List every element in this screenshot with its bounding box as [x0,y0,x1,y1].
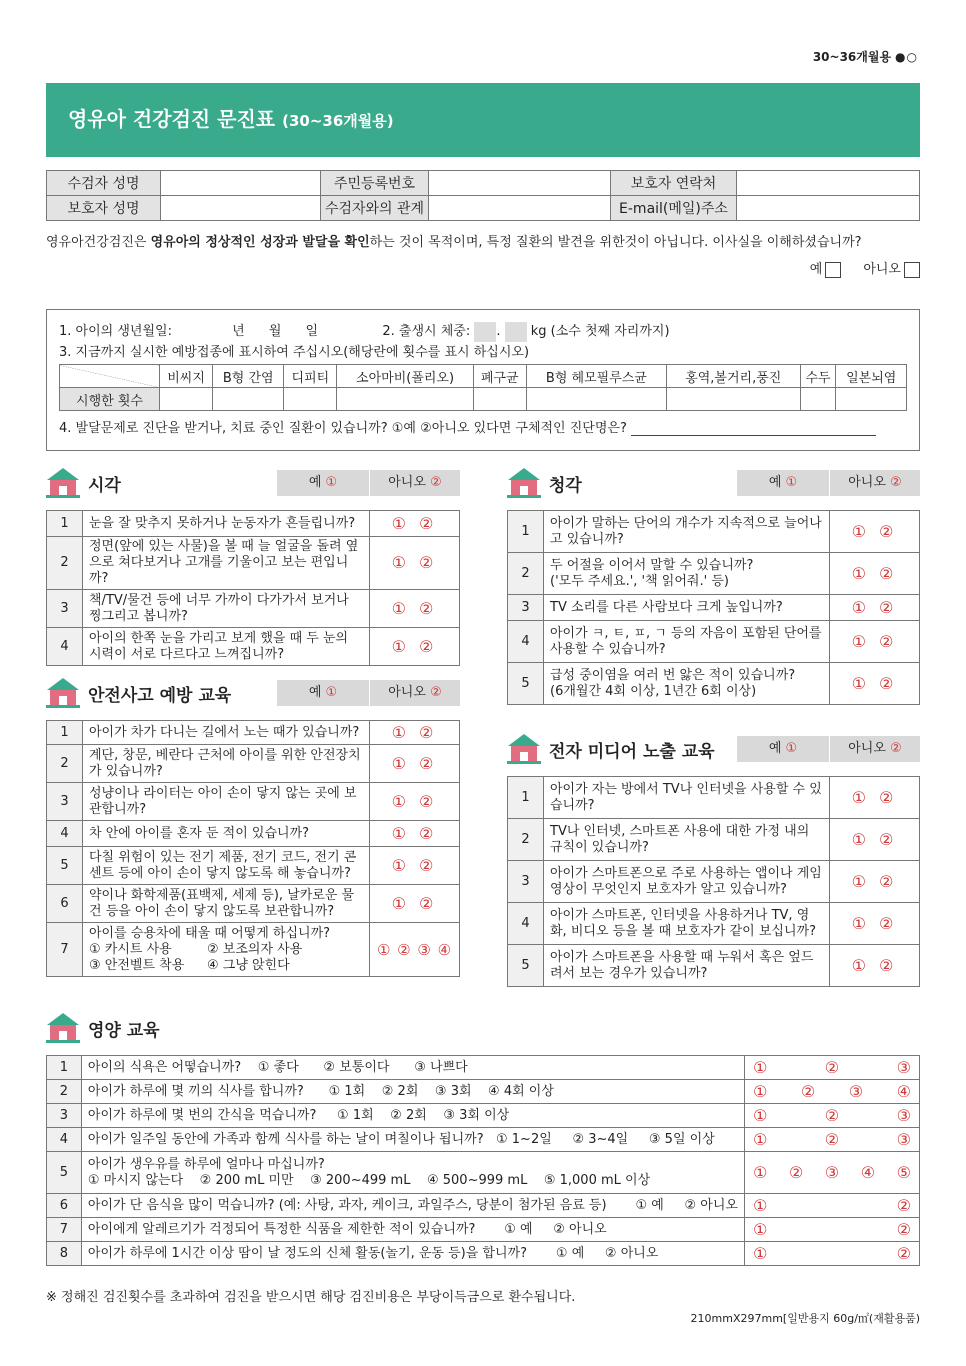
question-text [81,1242,744,1266]
question-text: 아이가 스마트폰을 사용할 때 누워서 혹은 엎드려서 보는 경우가 있습니까? [544,945,830,987]
answer-options[interactable] [744,1152,919,1194]
row-number: 4 [47,1128,82,1152]
answer-options[interactable] [744,1242,919,1266]
answer-option[interactable]: ③ [824,1162,840,1182]
nutrition-title: 영양 교육 [88,1020,160,1041]
safety-title: 안전사고 예방 교육 [88,685,232,706]
vision-section [46,468,460,666]
table-row [47,1194,920,1218]
day-unit: 일 [305,324,319,339]
question-text: 아이가 ㅋ, ㅌ, ㅍ, ㄱ 등의 자음이 포함된 단어를 사용할 수 있습니까? [544,621,830,663]
vaccine-corner [60,365,160,388]
no-header: 아니오 ② [370,470,460,496]
answer-options[interactable]: ① ② [370,745,460,783]
vaccine-count-label: 시행한 횟수 [60,388,160,411]
house-icon [46,468,80,498]
guardian-name-field[interactable] [161,196,321,221]
vaccine-header-row [60,365,907,388]
patient-name-label: 수검자 성명 [47,171,161,196]
guardian-phone-label: 보호자 연락처 [611,171,737,196]
vaccine-bcg: 비씨지 [160,365,213,388]
house-icon [507,734,541,764]
hearing-title: 청각 [549,475,582,496]
answer-options[interactable]: ① ② [830,777,920,819]
question-text [81,1218,744,1242]
email-field[interactable] [737,196,920,221]
table-row: 4 아이가 스마트폰, 인터넷을 사용하거나 TV, 영화, 비디오 등을 볼 때 보호자가 같이 보십니까? ① ② [508,903,920,945]
row-number: 3 [47,1104,82,1128]
question-line: 아이가 일주일 동안에 가족과 함께 식사를 하는 날이 며칠이나 됩니까? ① 1~2일 ② 3~4일 ③ 5일 이상 [87,1131,715,1147]
answer-options[interactable]: ① ② [370,590,460,628]
house-icon [46,678,80,708]
question-line: 아이가 단 음식을 많이 먹습니까? (예: 사탕, 과자, 케이크, 과일주스, 당분이 첨가된 음료 등) ① 예 ② 아니오 [87,1197,738,1213]
question-text: 아이가 스마트폰으로 주로 사용하는 앱이나 게임영상이 무엇인지 보호자가 알고 있습니까? [544,861,830,903]
consent-yes-label: 예 [809,262,823,277]
table-row [47,1104,920,1128]
page-title: 영유아 건강검진 문진표 [68,107,276,131]
answer-options[interactable]: ① ② [830,903,920,945]
table-row: 4 아이가 ㅋ, ㅌ, ㅍ, ㄱ 등의 자음이 포함된 단어를 사용할 수 있습니까? ① ② [508,621,920,663]
no-header: 아니오 ② [370,680,460,706]
question-line: 아이에게 알레르기가 걱정되어 특정한 식품을 제한한 적이 있습니까? ① 예 ② 아니오 [87,1221,607,1237]
answer-options[interactable] [744,1104,919,1128]
table-row: 2 계단, 창문, 베란다 근처에 아이를 위한 안전장치가 있습니까? ① ② [47,745,460,783]
question-text: 급성 중이염을 여러 번 앓은 적이 있습니까? (6개월간 4회 이상, 1년간 6회 이상) [544,663,830,705]
answer-option[interactable]: ① [752,1081,768,1101]
row-number: 1 [47,1056,82,1080]
question-line: 아이가 생우유를 하루에 얼마나 마십니까? [87,1156,325,1172]
answer-options[interactable]: ① ② [370,721,460,745]
title-banner [46,83,920,157]
resident-number-label: 주민등록번호 [321,171,429,196]
month-unit: 월 [268,324,282,339]
question-text: 아이가 말하는 단어의 개수가 지속적으로 늘어나고 있습니까? [544,511,830,553]
question-text [81,1128,744,1152]
vaccine-count-cell[interactable] [666,388,800,411]
vaccine-mmr: 홍역,볼거리,풍진 [666,365,800,388]
answer-option[interactable]: ② [824,1057,840,1077]
question-text [81,1152,744,1194]
answer-options[interactable]: ① ② [830,511,920,553]
answer-option[interactable]: ③ [848,1081,864,1101]
nutrition-header [46,1013,920,1043]
weight-int-field[interactable] [474,322,496,342]
vaccine-hepb: B형 간염 [213,365,284,388]
weight-unit: kg (소수 첫째 자리까지) [530,324,670,339]
consent-yes [810,258,842,278]
hearing-header [507,468,920,498]
answer-options[interactable] [744,1128,919,1152]
resident-number-field[interactable] [429,171,611,196]
no-header: 아니오 ② [830,736,920,762]
table-row: 2 두 어절을 이어서 말할 수 있습니까? ('모두 주세요.', '책 읽어줘.' 등) ① ② [508,553,920,595]
answer-options[interactable]: ① ② [370,537,460,590]
table-row: 3 성냥이나 라이터는 아이 손이 닿지 않는 곳에 보관합니까? ① ② [47,783,460,821]
vaccine-polio: 소아마비(폴리오) [337,365,473,388]
vision-table [46,510,460,666]
safety-table [46,720,460,977]
table-row [47,1152,920,1194]
answer-options[interactable]: ① ② [370,628,460,666]
table-row: 1 아이가 자는 방에서 TV나 인터넷을 사용할 수 있습니까? ① ② [508,777,920,819]
question-text: TV나 인터넷, 스마트폰 사용에 대한 가정 내의 규칙이 있습니까? [544,819,830,861]
media-title: 전자 미디어 노출 교육 [549,741,715,762]
answer-option[interactable]: ② [896,1195,911,1215]
question-options: ① 마시지 않는다 ② 200 mL 미만 ③ 200~499 mL ④ 500~999 mL ⑤ 1,000 mL 이상 [87,1172,651,1188]
vaccine-count-cell[interactable] [526,388,666,411]
answer-option[interactable]: ④ [896,1081,911,1101]
media-header [507,734,920,764]
table-row: 1 아이가 말하는 단어의 개수가 지속적으로 늘어나고 있습니까? ① ② [508,511,920,553]
answer-option[interactable]: ② [824,1129,840,1149]
answer-options[interactable]: ① ② [370,847,460,885]
answer-options[interactable]: ① ② [830,945,920,987]
table-row: 5 아이가 스마트폰을 사용할 때 누워서 혹은 엎드려서 보는 경우가 있습니까? ① ② [508,945,920,987]
table-row: 4 아이의 한쪽 눈을 가리고 보게 했을 때 두 눈의 시력이 서로 다르다고 느껴집니까? ① ② [47,628,460,666]
relationship-label: 수검자와의 관계 [321,196,429,221]
answer-option[interactable]: ① [752,1057,768,1077]
table-row: 2 TV나 인터넷, 스마트폰 사용에 대한 가정 내의 규칙이 있습니까? ① ② [508,819,920,861]
vaccine-je: 일본뇌염 [836,365,907,388]
vaccine-count-cell[interactable] [213,388,284,411]
birth-weight-line [59,320,907,341]
question-text: 성냥이나 라이터는 아이 손이 닿지 않는 곳에 보관합니까? [83,783,370,821]
question-text [81,1080,744,1104]
answer-option[interactable]: ① [752,1243,768,1263]
answer-option[interactable]: ① [752,1129,768,1149]
consent-no-label: 아니오 [863,262,901,277]
consent-yes-checkbox[interactable] [825,262,841,278]
question-text: 차 안에 아이를 혼자 둔 적이 있습니까? [83,821,370,847]
yes-header: 예 ① [737,736,829,762]
nutrition-section [46,1013,920,1266]
question-text: 눈을 잘 맞추지 못하거나 눈동자가 흔들립니까? [83,511,370,537]
question-text: TV 소리를 다른 사람보다 크게 높입니까? [544,595,830,621]
intro-bold: 영유아의 정상적인 성장과 발달을 확인 [150,235,370,250]
vaccine-dtp: 디피티 [284,365,337,388]
consent-choices [810,258,920,278]
question-line: 아이가 하루에 몇 번의 간식을 먹습니까? ① 1회 ② 2회 ③ 3회 이상 [87,1107,510,1123]
yes-header: 예 ① [737,470,829,496]
table-row: 2 정면(앞에 있는 사물)을 볼 때 늘 얼굴을 돌려 옆으로 쳐다보거나 고개를 기울이고 보는 편입니까? ① ② [47,537,460,590]
row-number: 7 [47,1218,82,1242]
answer-options[interactable]: ① ② [830,663,920,705]
question-text: 정면(앞에 있는 사물)을 볼 때 늘 얼굴을 돌려 옆으로 쳐다보거나 고개를 기울이고 보는 편입니까? [83,537,370,590]
vision-header [46,468,460,498]
birthdate-label: 1. 아이의 생년월일: [59,324,172,339]
answer-options[interactable]: ① ② [830,621,920,663]
vaccine-question: 3. 지금까지 실시한 예방접종에 표시하여 주십시오(해당란에 횟수를 표시 하십시오) [59,345,530,360]
answer-option[interactable]: ③ [896,1057,911,1077]
table-row [47,1242,920,1266]
answer-option[interactable]: ② [788,1162,804,1182]
table-row: 1 아이가 차가 다니는 길에서 노는 때가 있습니까? ① ② [47,721,460,745]
table-row: 5 다칠 위험이 있는 전기 제품, 전기 코드, 전기 콘센트 등에 아이 손이 닿지 않도록 해 놓습니까? ① ② [47,847,460,885]
question-text: 아이가 자는 방에서 TV나 인터넷을 사용할 수 있습니까? [544,777,830,819]
question-text: 약이나 화학제품(표백제, 세제 등), 날카로운 물건 등을 아이 손이 닿지 않도록 보관합니까? [83,885,370,923]
answer-option[interactable]: ① [752,1195,768,1215]
intro-post: 하는 것이 목적이며, 특정 질환의 발견을 위한것이 아닙니다. 이사실을 이해하셨습니까? [369,235,862,250]
row-number: 6 [47,1194,82,1218]
paper-info: 210mmX297mm[일반용지 60g/㎡(재활용품) [690,1312,920,1325]
question-line: 아이가 하루에 몇 끼의 식사를 합니까? ① 1회 ② 2회 ③ 3회 ④ 4회 이상 [87,1083,554,1099]
answer-options[interactable]: ① ② [370,885,460,923]
answer-options[interactable]: ① ② [830,595,920,621]
yes-header: 예 ① [277,470,369,496]
page-dots: ●○ [895,50,918,64]
question-text [81,1194,744,1218]
question-text: 계단, 창문, 베란다 근처에 아이를 위한 안전장치가 있습니까? [83,745,370,783]
answer-options[interactable]: ① ② [370,511,460,537]
question-line: 아이가 하루에 1시간 이상 땀이 날 정도의 신체 활동(놀기, 운동 등)을 합니까? ① 예 ② 아니오 [87,1245,659,1261]
hearing-section [507,468,920,705]
vaccine-count-cell[interactable] [473,388,526,411]
consent-no [863,258,920,278]
answer-options[interactable]: ① ② ③ ④ [370,923,460,977]
vision-title: 시각 [88,475,121,496]
general-questions [46,309,920,451]
answer-option[interactable]: ② [824,1105,840,1125]
year-unit: 년 [232,324,245,339]
guardian-phone-field[interactable] [737,171,920,196]
vaccine-count-cell[interactable] [836,388,907,411]
weight-dot: . [496,324,501,339]
question-text: 아이가 차가 다니는 길에서 노는 때가 있습니까? [83,721,370,745]
answer-option[interactable]: ① [752,1105,768,1125]
table-row: 7 아이를 승용차에 태울 때 어떻게 하십니까? ① 카시트 사용 ② 보조의자 사용 ③ 안전벨트 착용 ④ 그냥 앉힌다 ① ② ③ ④ [47,923,460,977]
table-row: 4 차 안에 아이를 혼자 둔 적이 있습니까? ① ② [47,821,460,847]
answer-option[interactable]: ⑤ [896,1162,911,1182]
email-label: E-mail(메일)주소 [611,196,737,221]
house-icon [46,1013,80,1043]
table-row [47,1218,920,1242]
birth-weight-label: 2. 출생시 체중: [382,324,471,339]
answer-option[interactable]: ② [800,1081,816,1101]
page-subtitle: (30~36개월용) [282,112,394,130]
answer-option[interactable]: ④ [860,1162,876,1182]
media-table [507,776,920,987]
answer-option[interactable]: ③ [896,1129,911,1149]
answer-options[interactable]: ① ② [370,783,460,821]
table-row [47,1128,920,1152]
relationship-field[interactable] [429,196,611,221]
table-row: 6 약이나 화학제품(표백제, 세제 등), 날카로운 물건 등을 아이 손이 닿지 않도록 보관합니까? ① ② [47,885,460,923]
vaccine-count-cell[interactable] [800,388,836,411]
answer-option[interactable]: ① [752,1219,768,1239]
guardian-name-label: 보호자 성명 [47,196,161,221]
vaccine-pneumococcal: 폐구균 [473,365,526,388]
answer-option[interactable]: ① [752,1162,768,1182]
answer-option[interactable]: ② [896,1243,911,1263]
info-table [46,170,920,221]
table-row: 3 TV 소리를 다른 사람보다 크게 높입니까? ① ② [508,595,920,621]
media-section [507,734,920,987]
footnote: ※ 정해진 검진횟수를 초과하여 검진을 받으시면 해당 검진비용은 부당이득금으로 환수됩니다. [46,1290,576,1305]
answer-options[interactable] [744,1218,919,1242]
table-row [47,1056,920,1080]
vaccine-varicella: 수두 [800,365,836,388]
table-row: 3 아이가 스마트폰으로 주로 사용하는 앱이나 게임영상이 무엇인지 보호자가 알고 있습니까? ① ② [508,861,920,903]
page-tag-text: 30~36개월용 [812,50,892,64]
answer-options[interactable] [744,1056,919,1080]
vaccine-count-cell[interactable] [337,388,473,411]
answer-option[interactable]: ③ [896,1105,911,1125]
row-number: 2 [47,1080,82,1104]
vaccine-table [59,364,907,411]
diagnosis-line [59,417,907,438]
table-row: 1 눈을 잘 맞추지 못하거나 눈동자가 흔들립니까? ① ② [47,511,460,537]
no-header: 아니오 ② [830,470,920,496]
question-text: 아이의 한쪽 눈을 가리고 보게 했을 때 두 눈의 시력이 서로 다르다고 느껴집니까? [83,628,370,666]
table-row: 5 급성 중이염을 여러 번 앓은 적이 있습니까? (6개월간 4회 이상, 1년간 6회 이상) ① ② [508,663,920,705]
question-text: 두 어절을 이어서 말할 수 있습니까? ('모두 주세요.', '책 읽어줘.' 등) [544,553,830,595]
question-line: 아이의 식욕은 어떻습니까? ① 좋다 ② 보통이다 ③ 나쁘다 [87,1059,468,1075]
table-row: 3 책/TV/물건 등에 너무 가까이 다가가서 보거나 찡그리고 봅니까? ① ② [47,590,460,628]
intro-pre: 영유아건강검진은 [46,235,151,250]
question-text: 아이가 스마트폰, 인터넷을 사용하거나 TV, 영화, 비디오 등을 볼 때 보호자가 같이 보십니까? [544,903,830,945]
answer-options[interactable]: ① ② [830,819,920,861]
answer-options[interactable] [744,1080,919,1104]
row-number: 5 [47,1152,82,1194]
answer-options[interactable]: ① ② [830,553,920,595]
answer-options[interactable] [744,1194,919,1218]
vaccine-count-row [60,388,907,411]
weight-dec-field[interactable] [505,322,527,342]
vaccine-count-cell[interactable] [160,388,213,411]
question-text [81,1056,744,1080]
question-text [81,1104,744,1128]
answer-option[interactable]: ② [896,1219,911,1239]
nutrition-table [46,1055,920,1266]
diagnosis-field[interactable] [631,422,876,436]
safety-header [46,678,460,708]
page-tag [813,48,918,65]
question-text: 다칠 위험이 있는 전기 제품, 전기 코드, 전기 콘센트 등에 아이 손이 닿지 않도록 해 놓습니까? [83,847,370,885]
vaccine-hib: B형 헤모필루스균 [526,365,666,388]
answer-options[interactable]: ① ② [830,861,920,903]
yes-header: 예 ① [277,680,369,706]
hearing-table [507,510,920,705]
question-text: 아이를 승용차에 태울 때 어떻게 하십니까? ① 카시트 사용 ② 보조의자 사용 ③ 안전벨트 착용 ④ 그냥 앉힌다 [83,923,370,977]
consent-no-checkbox[interactable] [904,262,920,278]
diagnosis-question: 4. 발달문제로 진단을 받거나, 치료 중인 질환이 있습니까? ①예 ②아니오 있다면 구체적인 진단명은? [59,421,627,436]
vaccine-count-cell[interactable] [284,388,337,411]
safety-section [46,678,460,977]
answer-options[interactable]: ① ② [370,821,460,847]
table-row [47,1080,920,1104]
house-icon [507,468,541,498]
intro-text [46,234,920,252]
question-text: 책/TV/물건 등에 너무 가까이 다가가서 보거나 찡그리고 봅니까? [83,590,370,628]
patient-name-field[interactable] [161,171,321,196]
row-number: 8 [47,1242,82,1266]
